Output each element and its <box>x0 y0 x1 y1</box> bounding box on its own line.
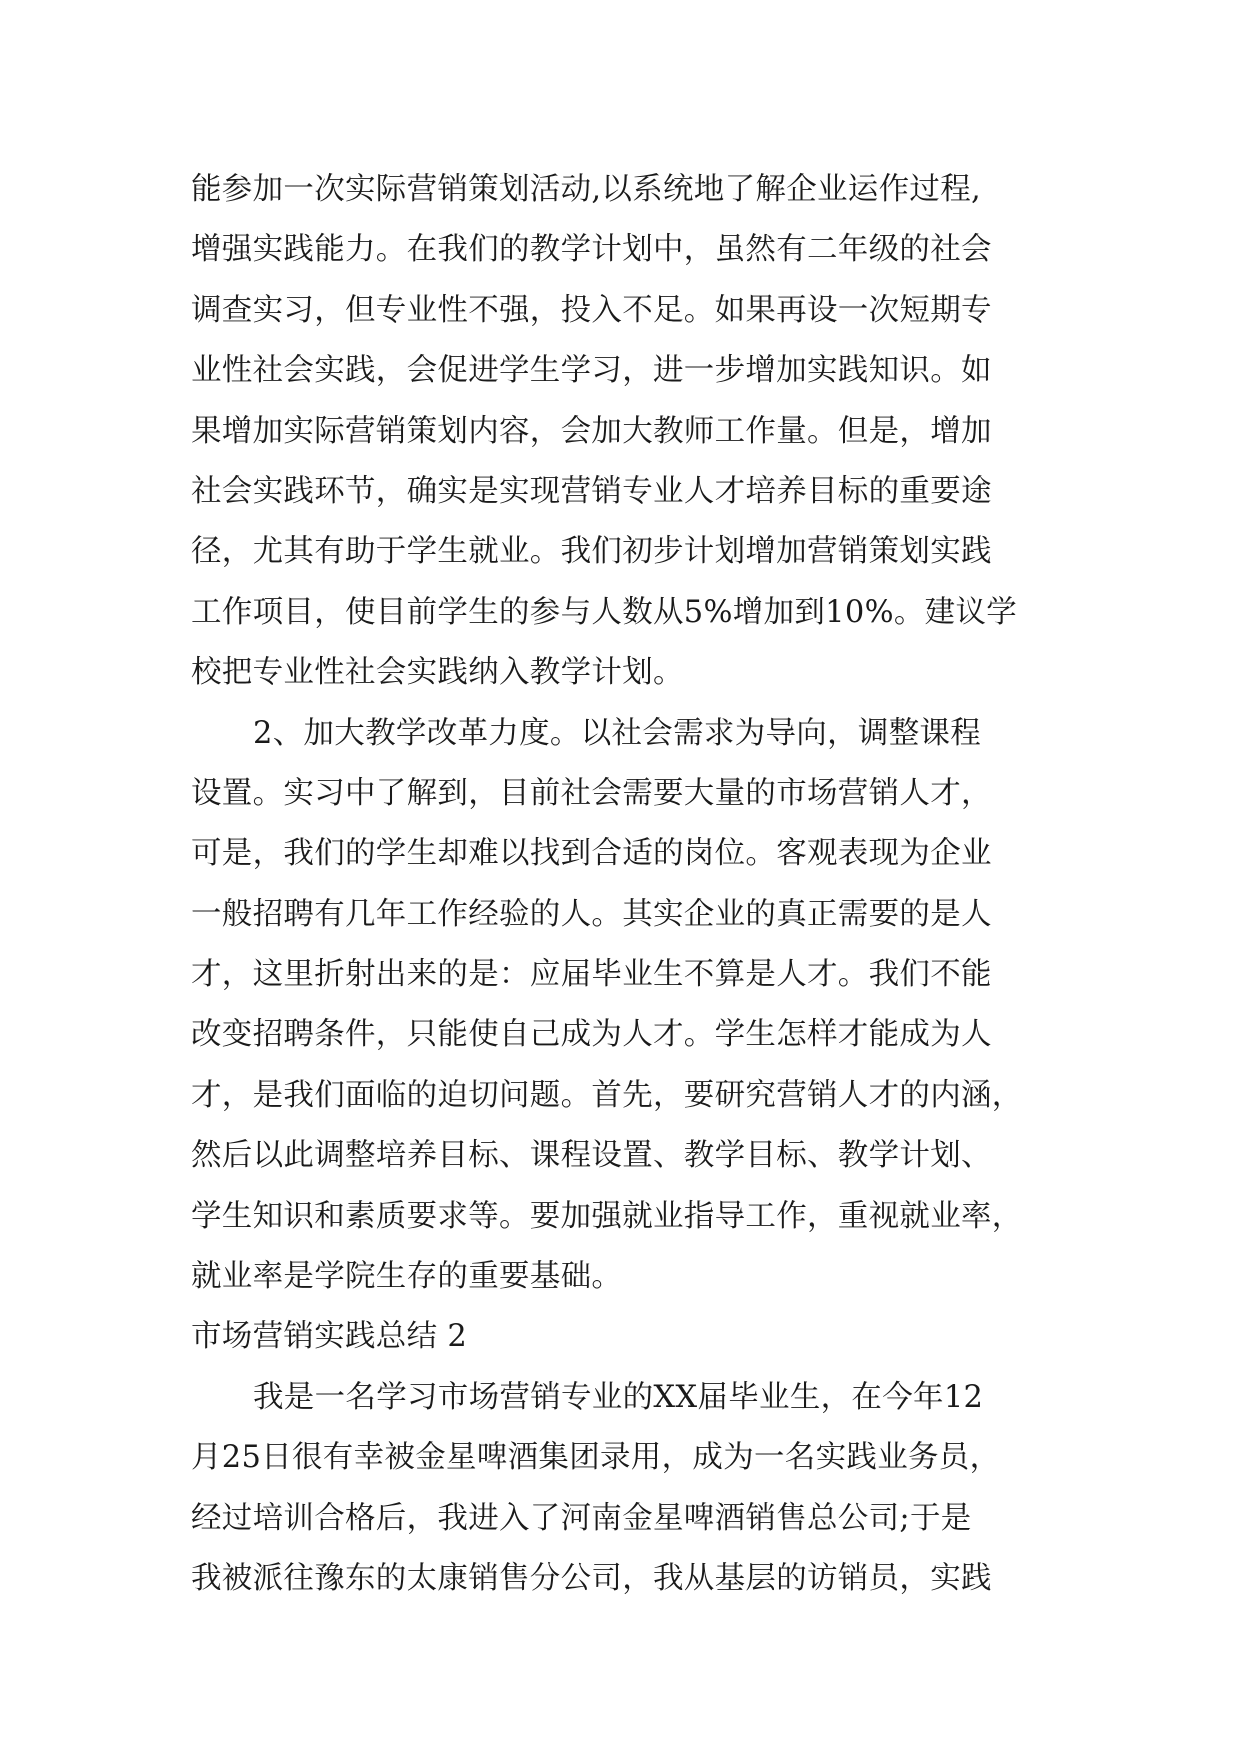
text-line: 设置。实习中了解到，目前社会需要大量的市场营销人才， <box>191 775 992 811</box>
text-line: 就业率是学院生存的重要基础。 <box>191 1259 623 1295</box>
text-line: 月25日很有幸被金星啤酒集团录用，成为一名实践业务员， <box>191 1440 1001 1476</box>
text-line: 我被派往豫东的太康销售分公司，我从基层的访销员，实践 <box>191 1560 992 1596</box>
text-line: 校把专业性社会实践纳入教学计划。 <box>191 655 684 691</box>
text-line: 经过培训合格后，我进入了河南金星啤酒销售总公司;于是 <box>191 1500 972 1536</box>
text-line: 才，是我们面临的迫切问题。首先，要研究营销人才的内涵， <box>191 1077 1023 1113</box>
text-line: 可是，我们的学生却难以找到合适的岗位。客观表现为企业 <box>191 836 992 872</box>
text-line: 业性社会实践，会促进学生学习，进一步增加实践知识。如 <box>191 353 992 389</box>
paragraph-start-line: 2、加大教学改革力度。以社会需求为导向，调整课程 <box>253 715 982 751</box>
text-line: 增强实践能力。在我们的教学计划中，虽然有二年级的社会 <box>191 232 992 268</box>
text-line: 果增加实际营销策划内容，会加大教师工作量。但是，增加 <box>191 413 992 449</box>
text-line: 调查实习，但专业性不强，投入不足。如果再设一次短期专 <box>191 292 992 328</box>
text-line: 工作项目，使目前学生的参与人数从5%增加到10%。建议学 <box>191 594 1018 630</box>
text-line: 能参加一次实际营销策划活动,以系统地了解企业运作过程, <box>191 172 981 207</box>
text-line: 径，尤其有助于学生就业。我们初步计划增加营销策划实践 <box>191 534 992 570</box>
text-line: 才，这里折射出来的是：应届毕业生不算是人才。我们不能 <box>191 957 992 993</box>
text-line: 社会实践环节，确实是实现营销专业人才培养目标的重要途 <box>191 473 992 509</box>
text-line: 改变招聘条件，只能使自己成为人才。学生怎样才能成为人 <box>191 1017 992 1053</box>
text-line: 一般招聘有几年工作经验的人。其实企业的真正需要的是人 <box>191 896 992 932</box>
document-body <box>191 160 1071 1609</box>
text-line: 然后以此调整培养目标、课程设置、教学目标、教学计划、 <box>191 1138 992 1174</box>
text-line: 学生知识和素质要求等。要加强就业指导工作，重视就业率， <box>191 1198 1023 1234</box>
paragraph-start-line: 我是一名学习市场营销专业的XX届毕业生，在今年12 <box>253 1379 984 1415</box>
section-heading: 市场营销实践总结 2 <box>191 1319 468 1355</box>
